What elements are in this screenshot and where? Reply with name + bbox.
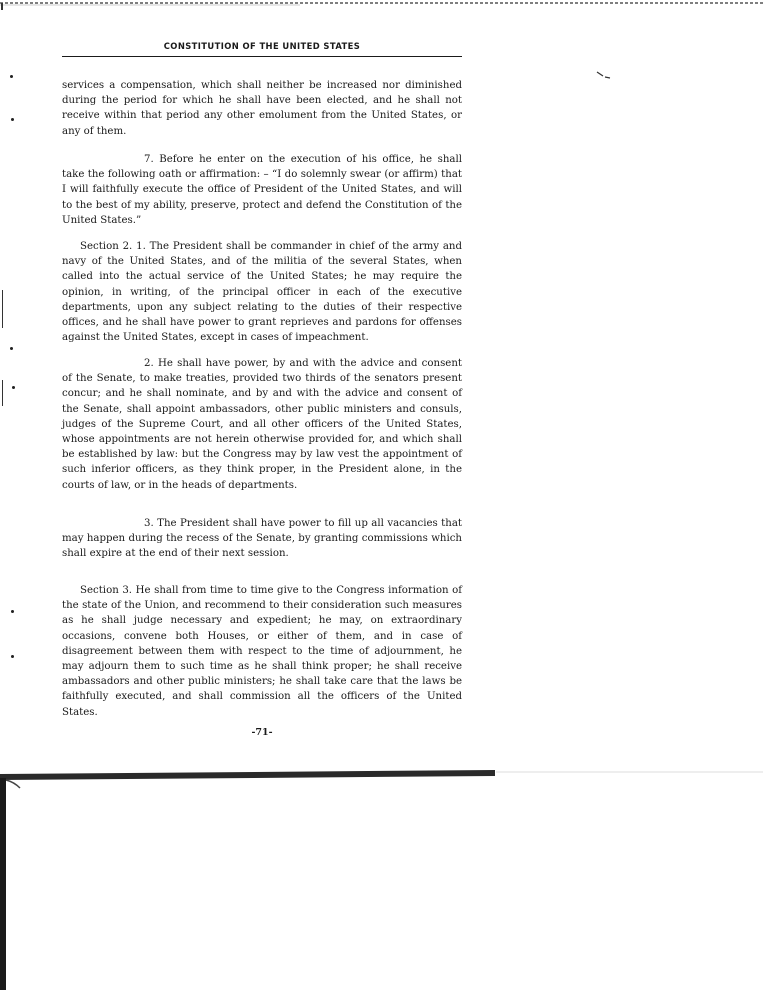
running-header: CONSTITUTION OF THE UNITED STATES [163, 41, 361, 51]
scan-speck [12, 386, 15, 389]
paragraph-section-2-clause-3: 3. The President shall have power to fill up all vacancies that may happen during the recess of the Senate, by granting commissions which shall expire at the end of their next session. [62, 518, 462, 560]
page-number: -71- [251, 727, 273, 738]
scan-speck [10, 347, 13, 350]
paragraph-oath-of-office: 7. Before he enter on the execution of his office, he shall take the following oath or affirmation: – “I do solemnly swear (or affirm) that I will faithfully execute the office of President of the United States, and will to the best of my ability, preserve, protect and defend the Constitution of the United States.” [62, 154, 462, 226]
scan-speck [10, 75, 13, 78]
paragraph-section-2-clause-2: 2. He shall have power, by and with the advice and consent of the Senate, to make treaties, provided two thirds of the senators present concur; and he shall nominate, and by and with the advice and consent of the Senate, shall appoint ambassadors, other public ministers and consuls, judges of the Supreme Court, and all other officers of the United States, whose appointments are not herein otherwise provided for, and which shall be established by law: but the Congress may by law vest the appointment of such inferior officers, as they think proper, in the President alone, in the courts of law, or in the heads of departments. [62, 358, 462, 491]
header-rule [62, 56, 462, 57]
paragraph-section-3: Section 3. He shall from time to time give to the Congress information of the state of the Union, and recommend to their consideration such measures as he shall judge necessary and expedient; he may, on extraordinary occasions, convene both Houses, or either of them, and in case of disagreement between them with respect to the time of adjournment, he may adjourn them to such time as he shall think proper; he shall receive ambassadors and other public ministers; he shall take care that the laws be faithfully executed, and shall commission all the officers of the United States. [62, 585, 462, 718]
scan-bottom-edge [0, 768, 763, 990]
scan-margin-bar [2, 380, 3, 406]
paragraph-compensation: services a compensation, which shall neither be increased nor diminished during the period for which he shall have been elected, and he shall not receive within that period any other emolument from the United States, or any of them. [62, 80, 462, 137]
scan-speck [11, 655, 14, 658]
scan-top-edge [0, 0, 763, 10]
paragraph-section-2-clause-1: Section 2. 1. The President shall be commander in chief of the army and navy of the United States, and of the militia of the several States, when called into the actual service of the United States; he may require the opinion, in writing, of the principal officer in each of the executive departments, upon any subject relating to the duties of their respective offices, and he shall have power to grant reprieves and pardons for offenses against the United States, except in cases of impeachment. [62, 241, 462, 344]
scan-margin-bar [2, 290, 3, 328]
scan-mark [596, 70, 612, 80]
scan-speck [11, 118, 14, 121]
scan-speck [11, 610, 14, 613]
